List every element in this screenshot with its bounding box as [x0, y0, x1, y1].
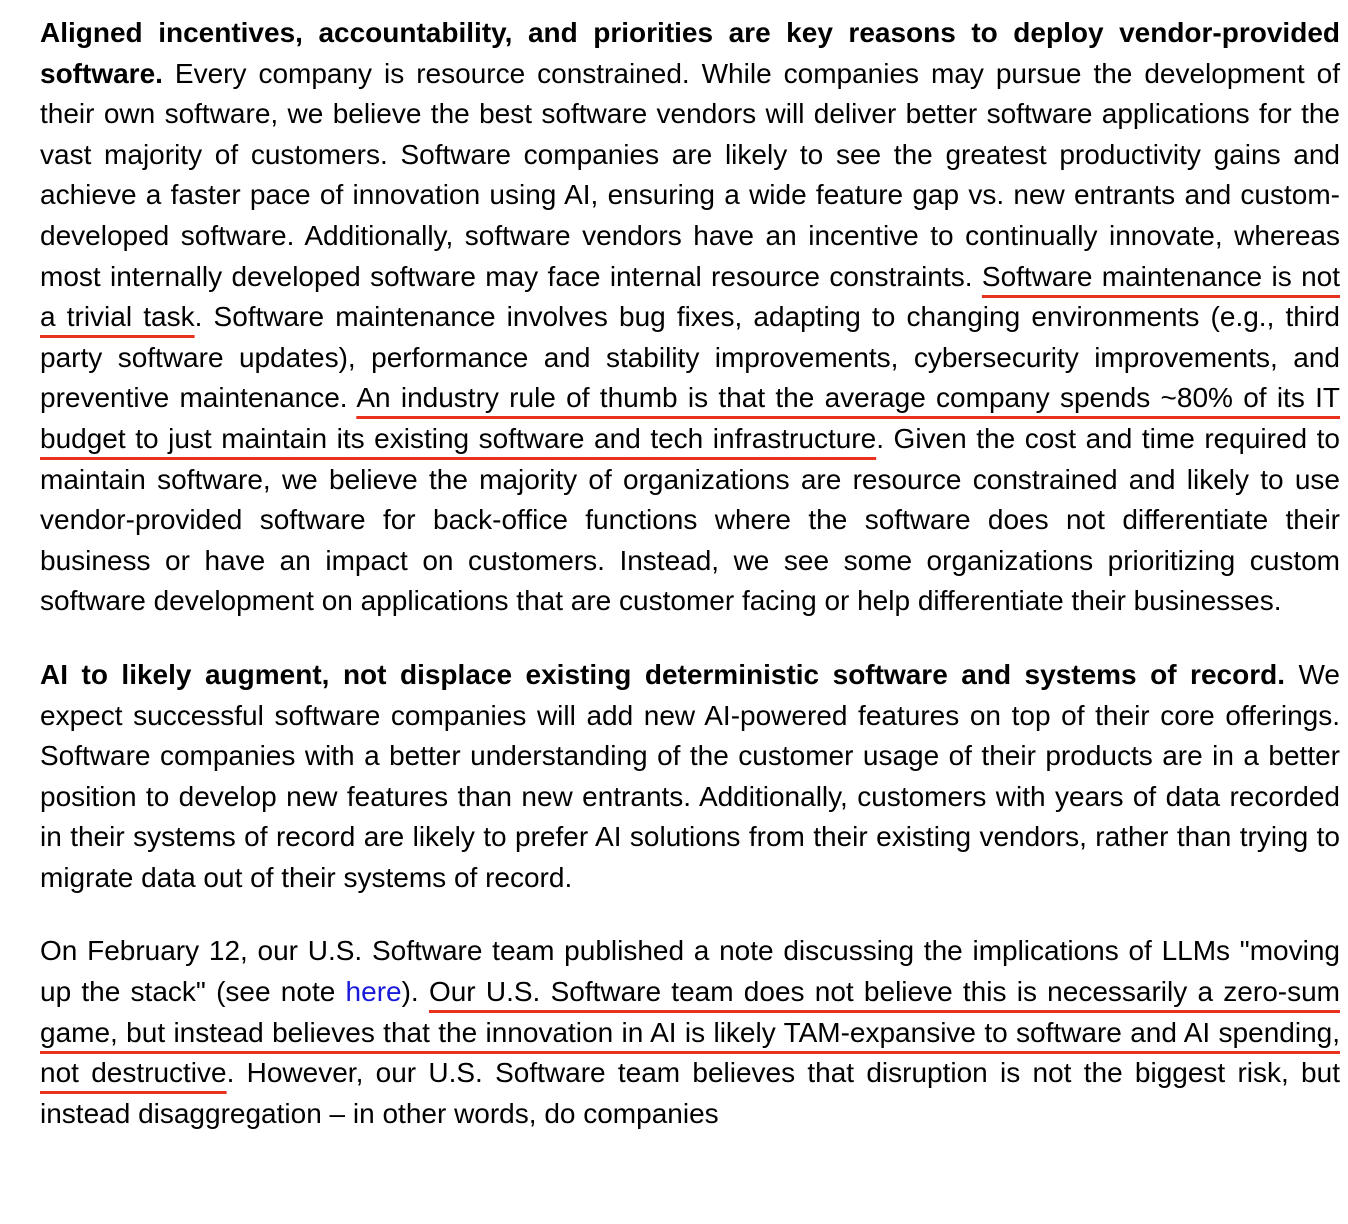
- paragraph-text: On February 12, our U.S. Software team published a note discussing the implications of LLMs "moving up the stack" (see note: [40, 935, 1340, 1008]
- paragraph-text: . Given the cost and time required to maintain software, we believe the majority of organizations are resource constrained and likely to use vendor-provided software for back-office functions where the software does not differentiate their business or have an impact on customers. Instead, we see some organizations prioritizing custom software development on applications that are customer facing or help differentiate their businesses.: [40, 422, 1340, 617]
- highlighted-sentence: An industry rule of thumb is that the average company spends ~80% of its IT budget to just maintain its existing software and tech infrastructure: [40, 382, 1341, 454]
- paragraph-software-team-note: [40, 931, 1340, 1134]
- highlighted-sentence: Our U.S. Software team does not believe this is necessarily a zero-sum game, but instead believes that the innovation in AI is likely TAM-expansive to software and AI spending, not destructive: [40, 976, 1340, 1089]
- paragraph-text: . However, our U.S. Software team believes that disruption is not the biggest risk, but instead disaggregation – in other words, do companies: [40, 1057, 1340, 1129]
- note-link[interactable]: here: [345, 976, 402, 1008]
- paragraph-text: . Software maintenance involves bug fixes, adapting to changing environments (e.g., third party software updates), performance and stability improvements, cybersecurity improvements, and preventive maintenance.: [40, 301, 1340, 414]
- paragraph-ai-augment: [40, 655, 1340, 899]
- highlighted-sentence: Software maintenance is not a trivial task: [40, 260, 1340, 333]
- paragraph-text: We expect successful software companies will add new AI-powered features on top of their core offerings. Software companies with a better understanding of the customer usage of their products are in a better position to develop new features than new entrants. Additionally, customers with years of data recorded in their systems of record are likely to prefer AI solutions from their existing vendors, rather than trying to migrate data out of their systems of record.: [40, 658, 1340, 893]
- document-body: [40, 13, 1340, 1167]
- paragraph-lead-heading: Aligned incentives, accountability, and priorities are key reasons to deploy vendor-provided software.: [40, 17, 1340, 89]
- paragraph-text: Every company is resource constrained. While companies may pursue the development of their own software, we believe the best software vendors will deliver better software applications for the vast majority of customers. Software companies are likely to see the greatest productivity gains and achieve a faster pace of innovation using AI, ensuring a wide feature gap vs. new entrants and custom-developed software. Additionally, software vendors have an incentive to continually innovate, whereas most internally developed software may face internal resource constraints.: [40, 57, 1340, 292]
- paragraph-lead-heading: AI to likely augment, not displace existing deterministic software and systems of record.: [40, 658, 1285, 690]
- paragraph-vendor-software: [40, 13, 1340, 622]
- paragraph-text: ).: [401, 976, 429, 1008]
